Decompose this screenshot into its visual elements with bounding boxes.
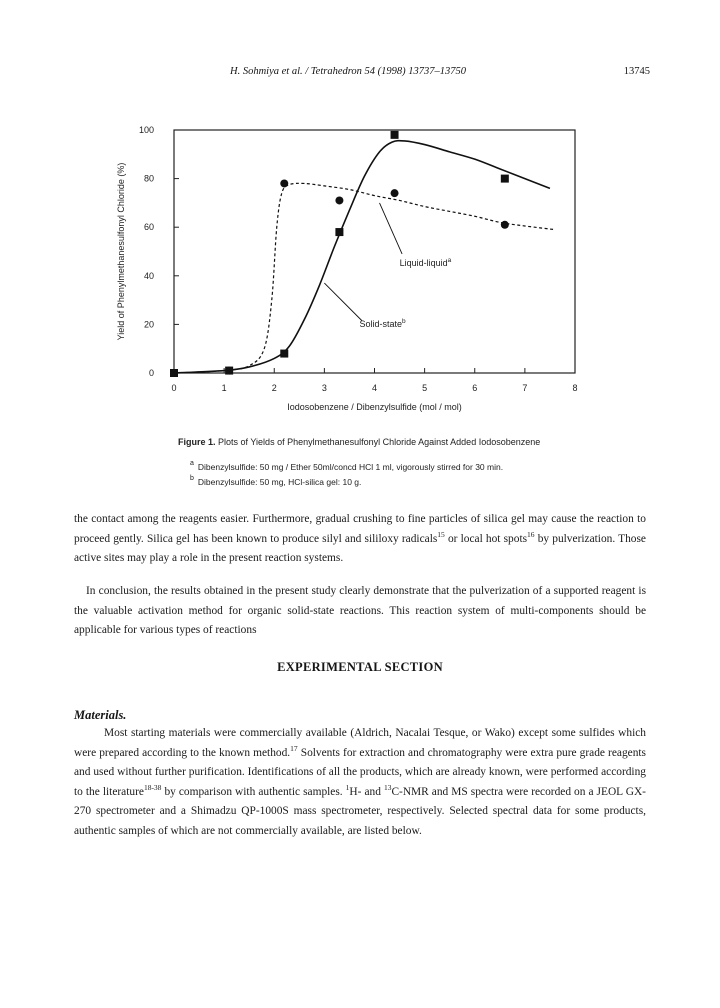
figure-caption-text: Plots of Yields of Phenylmethanesulfonyl Chloride Against Added Iodosobenzene bbox=[218, 437, 541, 447]
paragraph-1-part-1: the contact among the reagents easier. Furthermore, gradual crushing to fine particles of silica gel may cause the reaction to proceed gently. Silica gel has been known to produce silyl and sililoxy radicals bbox=[74, 513, 646, 545]
y-tick-label-40: 40 bbox=[143, 270, 154, 281]
subsection-heading: Materials. bbox=[74, 708, 127, 722]
y-tick-label-100: 100 bbox=[138, 125, 154, 135]
materials-part-1: Most starting materials were commercially available (Aldrich, Nacalai Tesque, or Wako) except some sulfides which were prepared according to the known method. bbox=[74, 727, 646, 759]
running-head bbox=[70, 66, 650, 82]
paragraph-conclusion bbox=[74, 582, 646, 641]
chart-ticks bbox=[139, 125, 578, 393]
circle-marker-0 bbox=[170, 369, 178, 377]
paragraph-1-part-2: or local hot spots bbox=[444, 532, 528, 545]
footnote-a bbox=[190, 461, 660, 472]
figure-1-chart bbox=[100, 115, 600, 425]
x-tick-label-8: 8 bbox=[572, 383, 578, 393]
footnote-b bbox=[190, 476, 660, 487]
y-tick-label-60: 60 bbox=[143, 222, 154, 233]
footnote-a-mark: a bbox=[190, 460, 194, 467]
chart-curves bbox=[174, 141, 555, 373]
figure-caption bbox=[178, 437, 648, 447]
plot-frame bbox=[174, 130, 575, 373]
y-tick-label-80: 80 bbox=[143, 173, 154, 184]
y-axis-label: Yield of Phenylmethanesulfonyl Chloride (%) bbox=[116, 162, 126, 341]
x-tick-label-2: 2 bbox=[271, 383, 277, 393]
y-tick-label-0: 0 bbox=[148, 368, 154, 378]
footnote-a-text: Dibenzylsulfide: 50 mg / Ether 50ml/concd HCl 1 ml, vigorously stirred for 30 min. bbox=[197, 461, 504, 472]
x-tick-label-3: 3 bbox=[321, 383, 327, 393]
ref-18-38: 18-38 bbox=[143, 782, 162, 792]
solid-state-leader bbox=[324, 283, 362, 321]
x-tick-label-4: 4 bbox=[371, 383, 378, 393]
chart-axes bbox=[116, 130, 578, 412]
solid-state-superscript: b bbox=[401, 317, 406, 325]
materials-part-5: C-NMR and MS spectra were recorded on a JEOL GX-270 spectrometer and a Shimadzu QP-1000S mass spectrometer, respectively. Selected spectral data for some products, authentic samples of which are not commercially available, are listed below. bbox=[74, 785, 646, 837]
curve-liquid-liquid bbox=[174, 183, 555, 373]
square-marker-4 bbox=[391, 131, 399, 139]
circle-marker-5 bbox=[501, 221, 509, 229]
liquid-liquid-leader bbox=[380, 203, 403, 254]
x-tick-label-6: 6 bbox=[472, 383, 478, 393]
circle-marker-1 bbox=[225, 367, 233, 375]
ref-15: 15 bbox=[437, 529, 445, 539]
circle-marker-2 bbox=[280, 179, 288, 187]
square-marker-5 bbox=[501, 175, 509, 183]
liquid-liquid-superscript: a bbox=[447, 257, 452, 265]
ref-16: 16 bbox=[527, 529, 535, 539]
y-tick-label-20: 20 bbox=[143, 319, 154, 330]
page-number: 13745 bbox=[623, 66, 650, 77]
paragraph-materials bbox=[74, 724, 646, 841]
section-heading: EXPERIMENTAL SECTION bbox=[277, 660, 443, 674]
x-tick-label-1: 1 bbox=[221, 383, 227, 393]
x-tick-label-7: 7 bbox=[522, 383, 528, 393]
sup-13: 13 bbox=[383, 782, 392, 792]
paragraph-continuation bbox=[74, 510, 646, 569]
footnote-b-text: Dibenzylsulfide: 50 mg, HCl-silica gel: 10 g. bbox=[197, 476, 362, 487]
x-tick-label-5: 5 bbox=[422, 383, 428, 393]
materials-part-4: H- and bbox=[349, 785, 384, 798]
solid-state-label: Solid-state$^b$ bbox=[359, 317, 406, 329]
materials-part-3: by comparison with authentic samples. bbox=[161, 785, 346, 798]
square-marker-3 bbox=[335, 228, 343, 236]
paragraph-1-part-3: by pulverization. Those active sites may play a role in the present reaction systems. bbox=[74, 532, 646, 564]
running-head-authors: H. Sohmiya et al. / Tetrahedron 54 (1998) 13737–13750 bbox=[230, 66, 467, 77]
liquid-liquid-label: Liquid-liquid$^a$ bbox=[399, 257, 452, 269]
figure-caption-label: Figure 1. bbox=[178, 437, 216, 447]
chart-markers bbox=[170, 131, 509, 377]
paragraph-2-text: In conclusion, the results obtained in the present study clearly demonstrate that the pulverization of a supported reagent is the valuable activation method for organic solid-state reactions. This reaction system of multi-components should be applicable for various types of reactions bbox=[74, 585, 646, 636]
materials-part-2: Solvents for extraction and chromatography were extra pure grade reagents and used without further purification. Identifications of all the products, which are already known, were performed according to the literature bbox=[74, 746, 646, 798]
ref-17: 17 bbox=[290, 743, 298, 753]
footnote-b-mark: b bbox=[190, 475, 194, 482]
x-tick-label-0: 0 bbox=[171, 383, 177, 393]
circle-marker-4 bbox=[391, 189, 399, 197]
circle-marker-3 bbox=[335, 196, 343, 204]
sup-1: 1 bbox=[345, 782, 350, 792]
chart-annotations bbox=[324, 203, 451, 329]
square-marker-2 bbox=[280, 350, 288, 358]
x-axis-label: Iodosobenzene / Dibenzylsulfide (mol / mol) bbox=[287, 402, 462, 412]
curve-solid-state bbox=[174, 141, 550, 373]
